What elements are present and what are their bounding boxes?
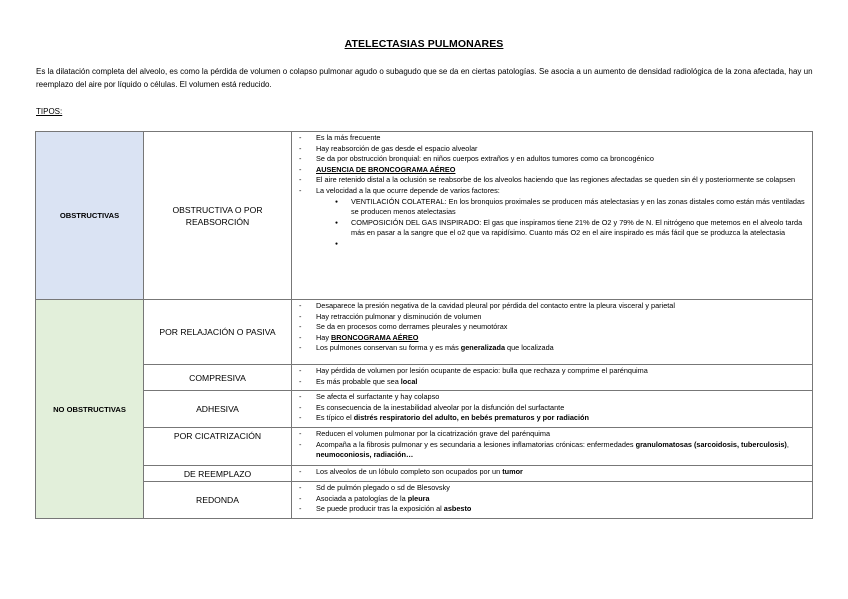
sub-list-item: ● VENTILACIÓN COLATERAL: En los bronquios proximales se producen más atelectasias y en las zonas distales como están más ventiladas se producen menos atelectasias: [316, 197, 808, 218]
list-item-text: que localizada: [505, 343, 554, 353]
list-item: - Es la más frecuente: [296, 133, 808, 144]
description-cell-relajacion: [292, 300, 813, 365]
list-item: - Hay pérdida de volumen por lesión ocupante de espacio: bulla que rechaza y comprime el parénquima: [296, 366, 808, 377]
list-item: - Hay reabsorción de gas desde el espacio alveolar: [296, 144, 808, 155]
list-item: [296, 343, 808, 354]
list-item-text: ,: [786, 439, 789, 449]
list-item-text: Acompaña a la fibrosis pulmonar y es secundaria a lesiones inflamatorias crónicas: enfermedades: [316, 439, 636, 449]
list-item-text: Es típico el: [316, 413, 354, 423]
type-cell-compresiva: COMPRESIVA: [144, 365, 292, 391]
table-row-cicatrizacion: [36, 428, 813, 466]
list-item: [296, 440, 808, 461]
list-item-text: Es más probable que sea: [316, 376, 401, 386]
type-cell-adhesiva: ADHESIVA: [144, 391, 292, 428]
table-row-redonda: [36, 482, 813, 519]
bold-text: generalizada: [460, 343, 506, 353]
atelectasis-types-table: [35, 131, 813, 519]
list-item: - Desaparece la presión negativa de la cavidad pleural por pérdida del contacto entre la pleura visceral y parietal: [296, 301, 808, 312]
bold-text: pleura: [407, 493, 430, 503]
bold-text: neumoconiosis, radiación…: [316, 450, 414, 460]
list-item: [296, 467, 808, 478]
list-item: - El aire retenido distal a la oclusión se reabsorbe de los alveolos haciendo que las regiones afectadas se queden sin él y posteriormente se colapsen: [296, 175, 808, 186]
type-cell-relajacion: POR RELAJACIÓN O PASIVA: [144, 300, 292, 365]
description-cell-cicatrizacion: [292, 428, 813, 466]
list-item: [296, 333, 808, 344]
table-row-adhesiva: [36, 391, 813, 428]
page-title: ATELECTASIAS PULMONARES: [344, 38, 504, 50]
list-item: [296, 377, 808, 388]
bold-text: tumor: [502, 467, 523, 476]
description-cell-redonda: [292, 482, 813, 519]
table-row-relajacion: [36, 300, 813, 365]
bold-text: asbesto: [443, 504, 472, 514]
type-cell-obstructiva: OBSTRUCTIVA O POR REABSORCIÓN: [144, 132, 292, 300]
list-item: - Se da por obstrucción bronquial: en niños cuerpos extraños y en adultos tumores como ca broncogénico: [296, 154, 808, 165]
type-cell-cicatrizacion: POR CICATRIZACIÓN: [144, 428, 292, 466]
category-cell-obstructivas: OBSTRUCTIVAS: [36, 132, 144, 300]
list-item: [296, 186, 808, 250]
type-cell-redonda: REDONDA: [144, 482, 292, 519]
list-item-text: Los alveolos de un lóbulo completo son ocupados por un: [316, 467, 503, 476]
list-item-text: Se puede producir tras la exposición al: [316, 504, 444, 514]
list-item: - Hay retracción pulmonar y disminución de volumen: [296, 312, 808, 323]
description-cell-adhesiva: [292, 391, 813, 428]
description-cell-obstructiva: [292, 132, 813, 300]
intro-paragraph: Es la dilatación completa del alveolo, es como la pérdida de volumen o colapso pulmonar agudo o subagudo que se da en ciertas patologías. Se asocia a un aumento de densidad radiológica de la zona afectada, hay un reemplazo del aire por líquido o células. El volumen está reducido.: [36, 67, 813, 89]
list-item: - Sd de pulmón plegado o sd de Blesovsky: [296, 483, 808, 494]
list-item: - Es consecuencia de la inestabilidad alveolar por la disfunción del surfactante: [296, 403, 808, 414]
list-item: - Se afecta el surfactante y hay colapso: [296, 392, 808, 403]
list-item: - Se da en procesos como derrames pleurales y neumotórax: [296, 322, 808, 333]
sub-list-item: ● COMPOSICIÓN DEL GAS INSPIRADO: El gas que inspiramos tiene 21% de O2 y 79% de N. El nitrógeno que metemos en el alveolo tarda más en pasar a la sangre que el o2 que va rapidísimo. Cuanto más O2 en el aire inspirado es más fácil que se produzca la atelectasia: [316, 218, 808, 239]
bold-text: distrés respiratorio del adulto, en bebés prematuros y por radiación: [353, 413, 589, 423]
list-item: [296, 504, 808, 515]
table-row-reemplazo: [36, 466, 813, 482]
list-item: [296, 165, 808, 176]
bold-text: BRONCOGRAMA AÉREO: [331, 332, 419, 342]
list-item: [296, 494, 808, 505]
list-item-text: Hay: [316, 332, 332, 342]
list-item: - Reducen el volumen pulmonar por la cicatrización grave del parénquima: [296, 429, 808, 440]
type-cell-reemplazo: DE REEMPLAZO: [144, 466, 292, 482]
bold-text: AUSENCIA DE BRONCOGRAMA AÉREO: [316, 164, 456, 174]
sub-list-item-empty: [316, 239, 808, 250]
list-item: [296, 413, 808, 424]
table-row-obstructiva: [36, 132, 813, 300]
tipos-heading: TIPOS:: [36, 107, 63, 116]
description-cell-reemplazo: [292, 466, 813, 482]
bold-text: granulomatosas (sarcoidosis, tuberculosis): [635, 439, 787, 449]
description-cell-compresiva: [292, 365, 813, 391]
list-item-text: Asociada a patologías de la: [316, 493, 408, 503]
table-row-compresiva: [36, 365, 813, 391]
list-item-text: Los pulmones conservan su forma y es más: [316, 343, 461, 353]
category-cell-no-obstructivas: NO OBSTRUCTIVAS: [36, 300, 144, 519]
list-item-text: La velocidad a la que ocurre depende de varios factores:: [316, 185, 500, 195]
bold-text: local: [400, 376, 418, 386]
